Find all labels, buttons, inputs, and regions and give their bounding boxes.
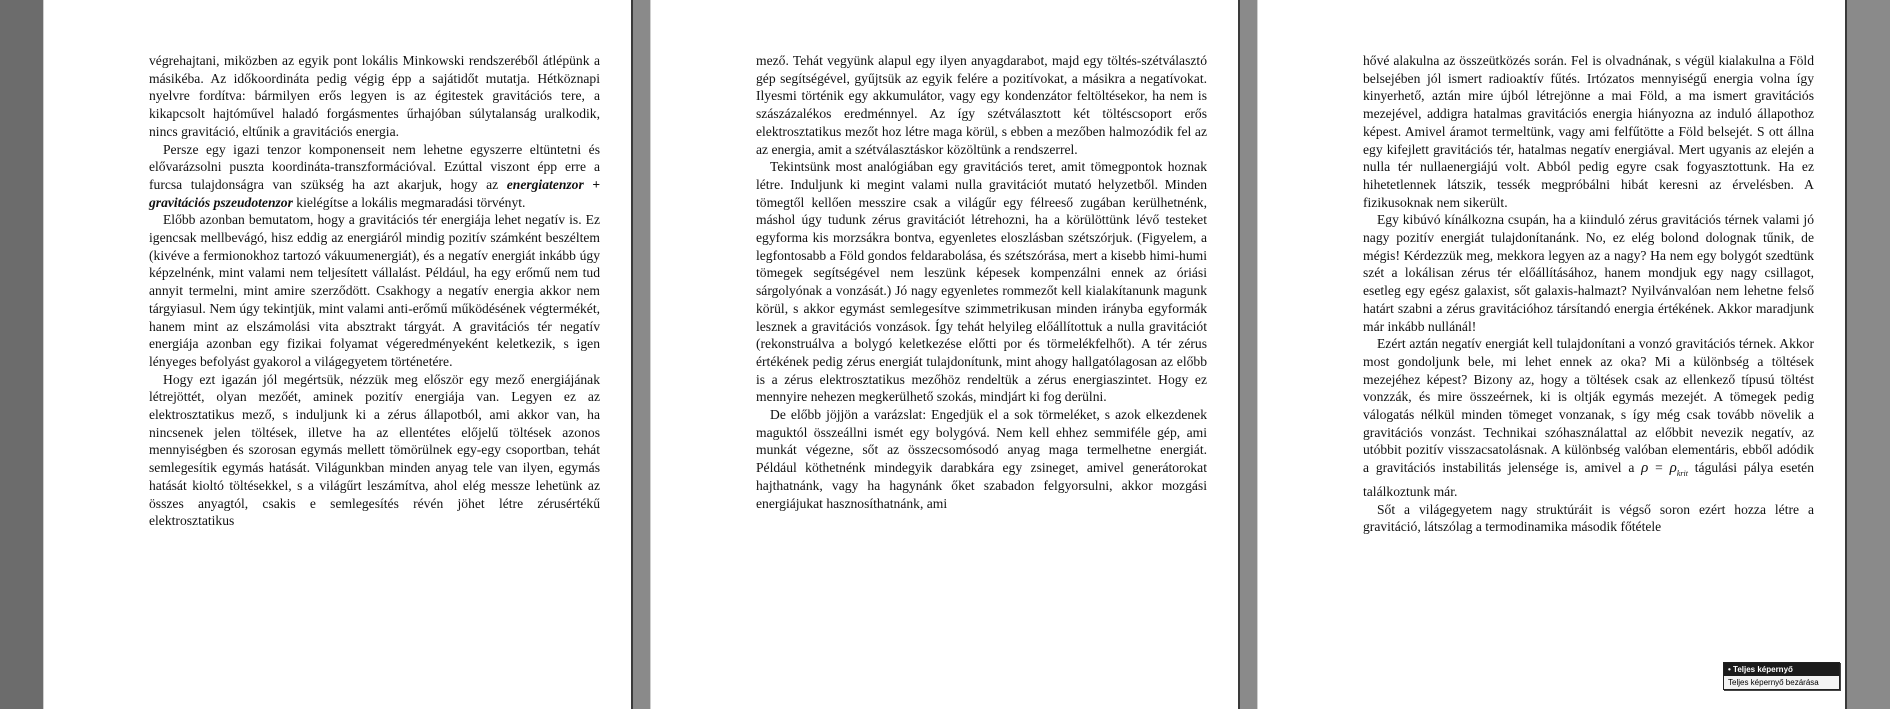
formula-subscript: krit (1676, 469, 1688, 479)
paragraph: De előbb jöjjön a varázslat: Engedjük el a sok törmeléket, s azok elkezdenek maguktól összeállni ismét egy bolygóvá. Nem kell ehhez semmiféle gép, ami munkát végezne, sőt az összecsomósodó anyag maga termelhetne energiát. Például köthetnénk mindegyik darabkára egy zsineget, amivel generátorokat hajthatnánk, vagy ha hagynánk őket szabadon felgyorsulni, akkor mozgási energiájukat hasznosíthatnánk, ami (756, 407, 1207, 511)
document-page-3 (1258, 0, 1845, 709)
paragraph: Hogy ezt igazán jól megértsük, nézzük meg először egy mező energiájának létrejöttét, olyan mezőét, aminek pozitív energiája van. Legyen ez az elektrosztatikus mező, s induljunk ki a zérus állapotból, ami akkor van, ha nincsenek jelen töltések, illetve ha az ellentétes előjelű töltések azonos mennyiségben és szorosan egymás mellett tömörülnek egy-egy csoportban, tehát semlegesítik egymás hatását. Világunkban minden anyag tele van ilyen, egymás hatását kioltó töltésekkel, s a világűrt leszámítva, ahol elég messze lehetünk az összes anyagtól, csakis e semlegesítés révén jöhet létre zérusértékű elektrosztatikus (149, 371, 600, 529)
paragraph: Sőt a világegyetem nagy struktúráit is végső soron ezért hozza létre a gravitáció, látszólag a termodinamika második főtétele (1363, 501, 1814, 535)
menu-item-exit-fullscreen[interactable]: Teljes képernyő bezárása (1728, 678, 1819, 687)
bold-italic-phrase: energiatenzor + gravitációs pszeudotenzor (149, 176, 601, 210)
formula-rho-sub (1669, 460, 1688, 479)
formula-rho-symbol: ρ (1669, 460, 1677, 477)
paragraph: végrehajtani, miközben az egyik pont lokális Minkowski rendszeréből átlépünk a másikéba. Az időkoordináta pedig végig épp a sajátidőt mutatja. Hétköznapi nyelvre fordítva: bármilyen erős legyen is az égitestek gravitációs tere, a kikapcsolt hajtóművel haladó forgásmentes űrhajóban súlytalanság uralkodik, nincs gravitáció, eltűnik a gravitációs energia. (149, 53, 600, 139)
page-1-text (149, 52, 600, 530)
paragraph (149, 141, 600, 212)
fullscreen-menu (1723, 662, 1840, 690)
left-margin (0, 0, 44, 709)
formula-equals: = (1648, 460, 1670, 476)
right-margin (1864, 0, 1890, 709)
paragraph-text: kielégítse a lokális megmaradási törvényt. (292, 194, 526, 210)
paragraph-text: Ezért aztán negatív energiát kell tulajdonítani a vonzó gravitációs térnek. Akkor most gondoljunk bele, mi lehet ennek az oka? Mi a különbség a töltések mezejéhez képest? Bizony az, hogy a töltések csak az ellenkező típusú töltést vonzzák, és mire összeérnek, ki is oltják egymás mezejét. A tömegek pedig válogatás nélkül minden tömeget vonzanak, s így még csak tovább növelik a gravitációs vonzást. Technikai szóhasználattal az előbbit nevezik negatív, az utóbbit pozitív visszacsatolásnak. A különbség valóban elementáris, ebből adódik a gravitációs instabilitás jelensége is, amivel a (1363, 336, 1814, 476)
document-page-2 (651, 0, 1238, 709)
paragraph: Előbb azonban bemutatom, hogy a gravitációs tér energiája lehet negatív is. Ez igencsak mellbevágó, hisz eddig az energiáról mindig pozitív számként beszéltem (kivéve a fermionokhoz tartozó vákuumenergiát), és a negatív energiát inkább úgy képzelnénk, mint valami nem teljesített vállalást. Például, ha egy erőmű nem tud annyit termelni, mint amire szerződött. Csakhogy a negatív energia akkor nem tárgyiasul. Nem úgy tekintjük, mint valami anti-erőmű működésének végtermékét, hanem mint az elszámolási vita absztrakt tárgyát. A gravitációs tér negatív energiája azonban egy fizikai folyamat végeredményeként keletkezik, s igen lényeges befolyást gyakorol a világegyetem történetére. (149, 212, 600, 369)
menu-item-fullscreen[interactable]: • Teljes képernyő (1724, 663, 1839, 676)
paragraph: Egy kibúvó kínálkozna csupán, ha a kiinduló zérus gravitációs térnek valami jó nagy pozitív energiát tulajdonítanánk. No, ez elég bolond dolognak tűnik, de mégis! Kérdezzük meg, mekkora legyen az a nagy? Ha nem egy bolygót szedtünk szét a lokálisan zérus tér előállításához, hanem mondjuk egy nagy csillagot, esetleg egy egész galaxist, sőt galaxis-halmazt? Nyilvánvalóan nem lehetne felső határt szabni a zérus gravitációhoz társítandó energia értékének. Akkor maradjunk már inkább nullánál! (1363, 212, 1814, 334)
paragraph (1363, 335, 1814, 500)
page-2-text (756, 52, 1207, 512)
formula-rho: ρ (1641, 460, 1649, 477)
paragraph: hővé alakulna az összeütközés során. Fel is olvadnának, s végül kialakulna a Föld belsejében jól ismert radioaktív fűtés. Irtózatos mennyiségű energia volna így kinyerhető, aztán mire újból létrejönne a mai Föld, a ma ismert gravitációs mezejével, addigra hatalmas gravitációs energia hiányozna az induló állapothoz képest. Amivel áramot termeltünk, vagy ami felfűtötte a Föld belsejét. S ott állna egy kifejlett gravitációs tér, hatalmas negatív energiával. Mert ugyanis az elején a nulla tér nullaenergiájú volt. Abból pedig egyre csak fogyasztottunk. Ha ez hihetetlennek látszik, tessék megpróbálni hibát keresni az érvelésben. A fizikusoknak nem sikerült. (1363, 53, 1814, 210)
paragraph: mező. Tehát vegyünk alapul egy ilyen anyagdarabot, majd egy töltés-szétválasztó gép segítségével, gyűjtsük az egyik felére a pozitívokat, a másikra a negatívokat. Ilyesmi történik egy akkumulátor, vagy egy kondenzátor feltöltésekor, ha nem is szászázalékos eredménnyel. Az így szétválasztott két töltéscsoport erős elektrosztatikus mezőt hoz létre maga körül, s ebben a mezőben halmozódik fel az az energia, amit a szétválasztáskor közöltünk a rendszerrel. (756, 53, 1207, 157)
paragraph-text: Persze egy igazi tenzor komponenseit nem lehetne egyszerre eltüntetni és elővarázsolni puszta koordináta-transzformációval. Ezúttal viszont épp erre a furcsa tulajdonságra van szükség ha azt akarjuk, hogy az (149, 141, 600, 192)
page-3-text (1363, 52, 1814, 536)
paragraph: Tekintsünk most analógiában egy gravitációs teret, amit tömegpontok hoznak létre. Induljunk ki megint valami nulla gravitációt mutató helyzetből. Minden tömegtől kellően messzire csak a világűr egy félreeső zugában kerülhetnénk, máshol úgy tudunk zérus gravitációt létrehozni, ha a körülöttünk lévő testeket egyforma kis morzsákra bontva, egyenletes eloszlásban szétszórjuk. (Figyelem, a legfontosabb a Föld gondos feldarabolása, és szétszórása, mert a kisebb himi-humi tömegek segítségével nem leszünk képesek kompenzálni ennek az óriási sárgolyónak a vonzását.) Jó nagy egyenletes rommezőt kell kialakítanunk magunk körül, s akkor egymást semlegesítve szimmetrikusan minden irányba egyformák lesznek a gravitációs vonzások. Így tehát helyileg előállítottuk a nulla gravitációt (rekonstruálva a bolygó keletkezése előtti por és törmelékfelhőt). A tér zérus értékének pedig zérus energiát tulajdonítunk, mint ahogy hallgatólagosan az előbb is a zérus elektrosztatikus mezőhöz rendeltük a zérus energiaszintet. Hogy ez mennyire nehezen megkerülhető szokás, mindjárt ki fog derülni. (756, 159, 1207, 405)
document-page-1 (44, 0, 631, 709)
paragraph-text: tágulási pálya esetén találkoztunk már. (1363, 460, 1814, 499)
